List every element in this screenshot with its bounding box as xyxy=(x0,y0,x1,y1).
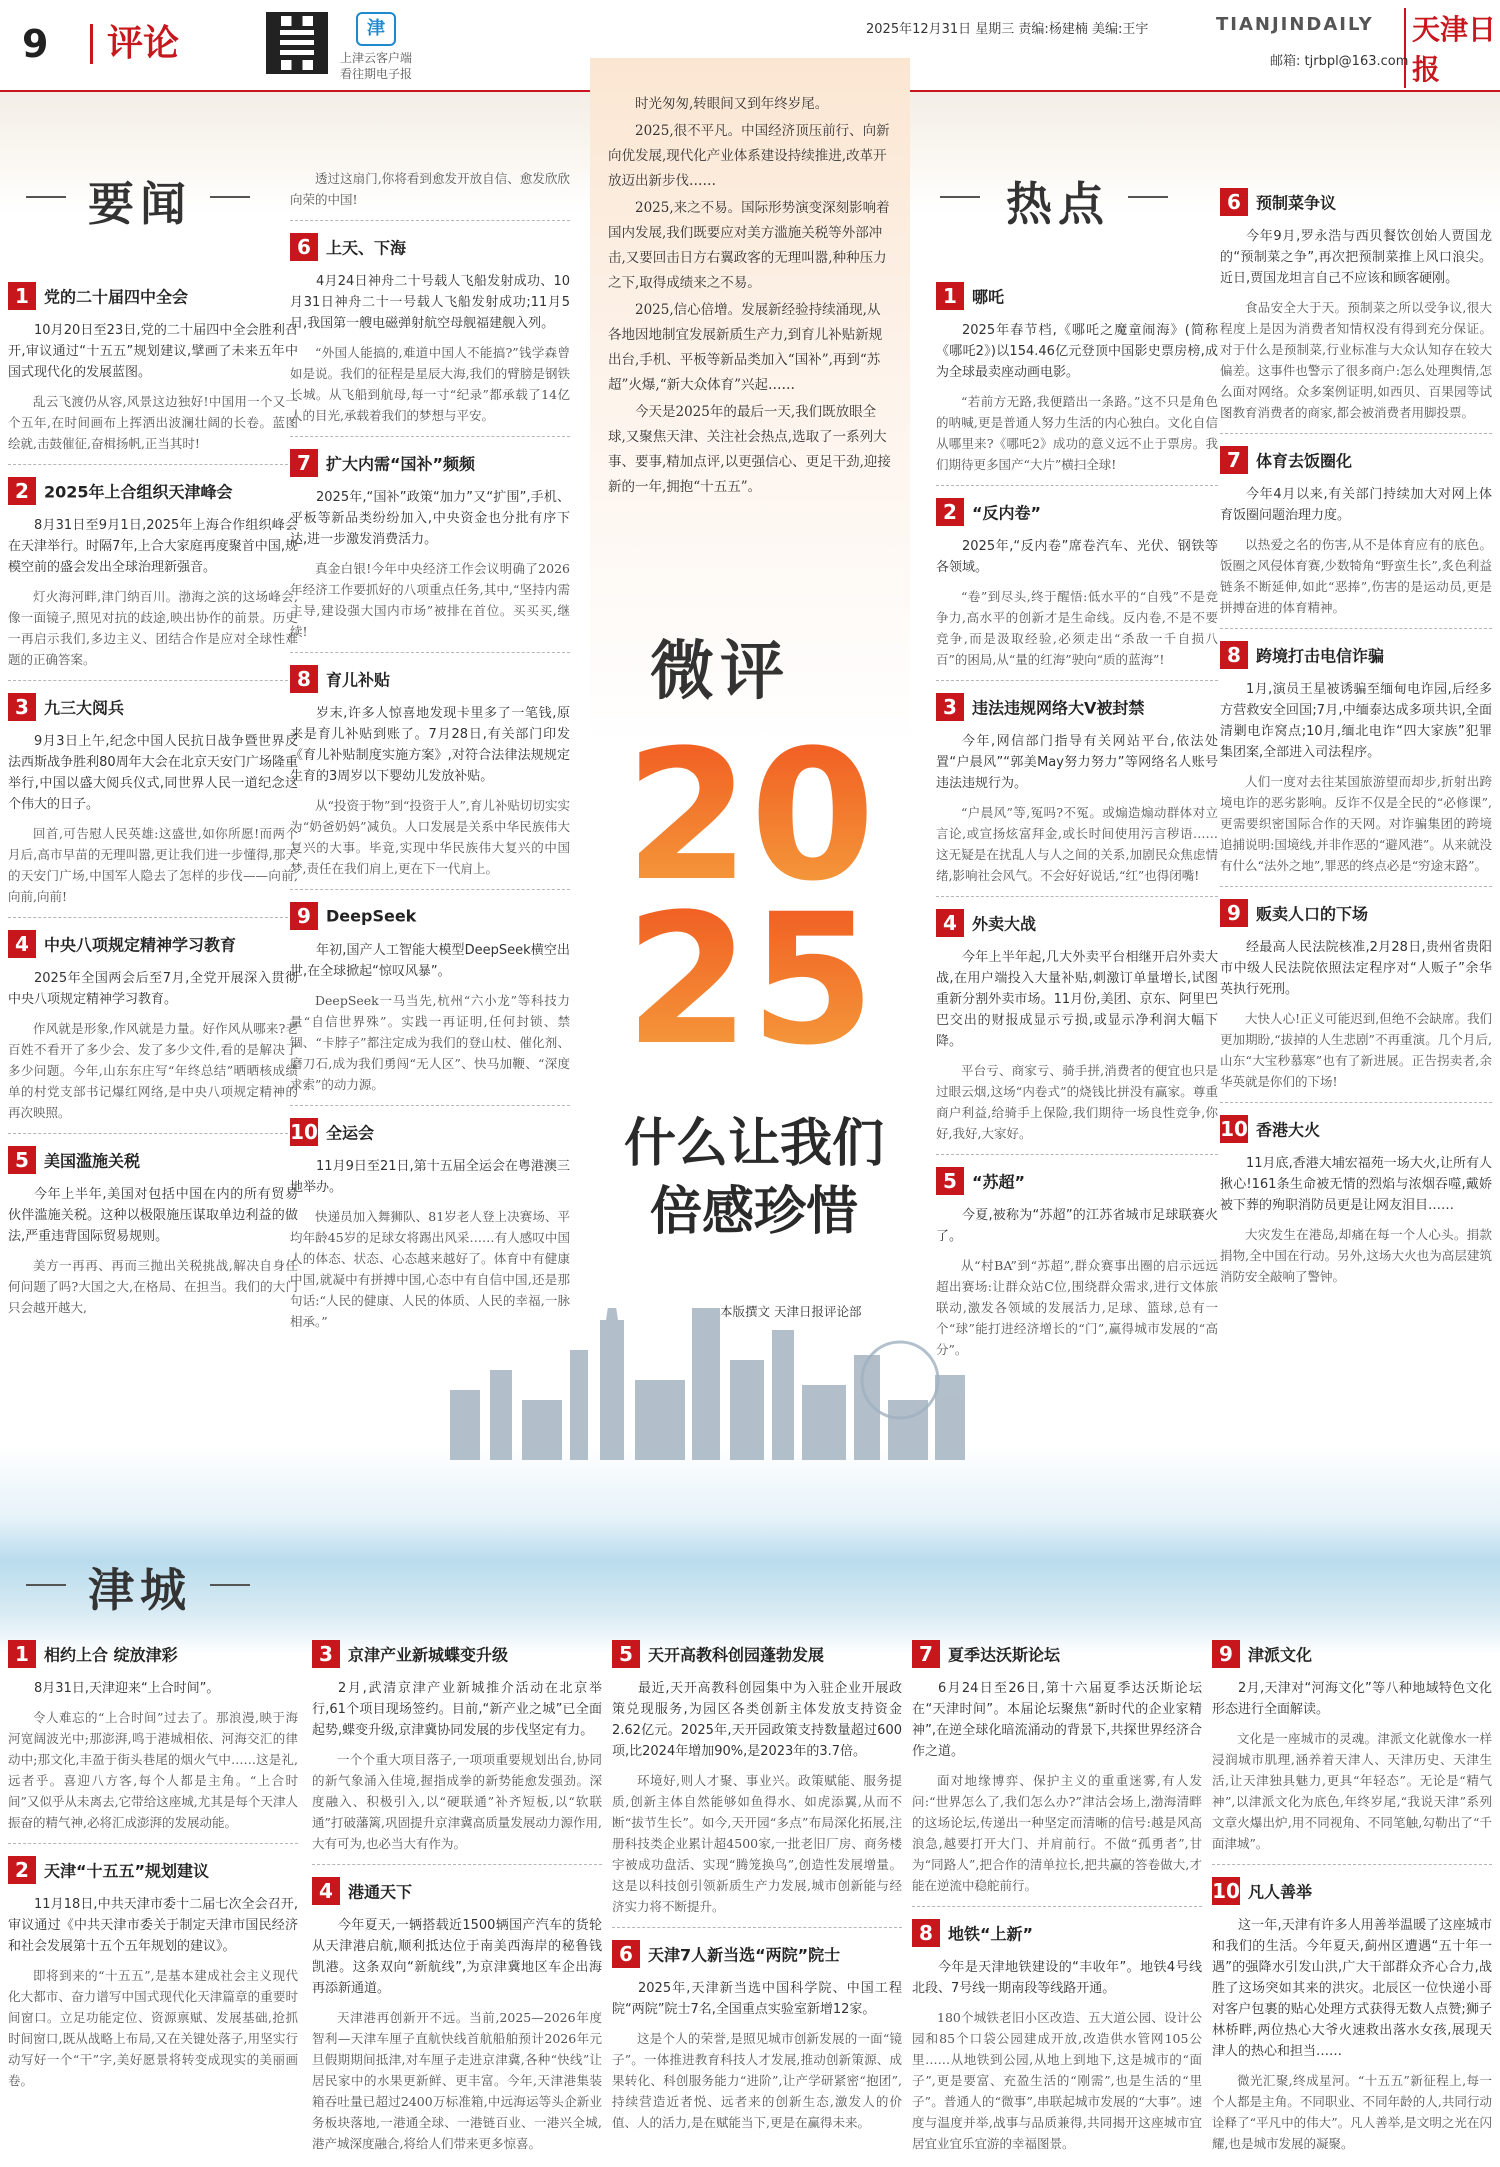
item-fact: 今年9月,罗永浩与西贝餐饮创始人贾国龙的“预制菜之争”,再次把预制菜推上风口浪尖。近日,贾国龙坦言自己不应该和顾客硬刚。 xyxy=(1220,229,1492,286)
item-comment: 平台亏、商家亏、骑手拼,消费者的便宜也只是过眼云烟,这场“内卷式”的烧钱比拼没有赢家。尊重商户利益,给骑手上保险,我们期待一场良性竞争,你好,我好,大家好。 xyxy=(936,1063,1218,1141)
divider xyxy=(290,652,570,653)
item-title: 夏季达沃斯论坛 xyxy=(948,1645,1061,1665)
feature-intro: 时光匆匆,转眼间又到年终岁尾。 2025,很不平凡。中国经济顶压前行、向新向优发展,现代化产业体系建设持续推进,改革开放迈出新步伐…… 2025,来之不易。国际形势演变深刻影响着国内发展,我们既要应对美方滥施关税等外部冲击,又要回击日方右翼政客的无理叫嚣,种种压力之下,取得成绩来之不易。 2025,信心倍增。发展新经验持续涌现,从各地因地制宜发展新质生产力,到育儿补贴新规出台,手机、平板等新品类加入“国补”,再到“苏超”火爆,“新大众体育”兴起…… 今天是2025年的最后一天,我们既放眼全球,又聚焦天津、关注社会热点,选取了一系列大事、要事,精加点评,以更强信心、更足干劲,迎接新的一年,拥抱“十五五”。 xyxy=(608,96,891,495)
page-number: 9 xyxy=(22,22,49,66)
news-item xyxy=(936,282,1218,486)
item-fact: 最近,天开高教科创园集中为入驻企业开展政策兑现服务,为园区各类创新主体发放支持资金2.62亿元。2025年,天开园政策支持数量超过600项,比2024年增加90%,是2023年的3.7倍。 xyxy=(612,1681,902,1759)
item-number-badge: 9 xyxy=(1220,899,1248,927)
item-title: 天津7人新当选“两院”院士 xyxy=(648,1945,841,1965)
year-top: 20 xyxy=(624,720,876,921)
divider xyxy=(312,1864,602,1865)
news-item-header xyxy=(8,1640,298,1670)
divider xyxy=(936,680,1218,681)
item-fact: 4月24日神舟二十号载人飞船发射成功、10月31日神舟二十一号载人飞船发射成功;11月5日,我国第一艘电磁弹射航空母舰福建舰入列。 xyxy=(290,274,570,331)
news-item xyxy=(8,693,298,918)
news-item xyxy=(290,902,570,1106)
news-item-header xyxy=(1220,188,1492,218)
item-fact: 11月9日至21日,第十五届全运会在粤港澳三地举办。 xyxy=(290,1159,570,1195)
news-item xyxy=(1212,1877,1492,2154)
divider xyxy=(290,220,570,221)
brand-en: TIANJINDAILY xyxy=(1216,14,1374,35)
item-fact: 今年4月以来,有关部门持续加大对网上体育饭圈问题治理力度。 xyxy=(1220,487,1492,523)
item-number-badge: 1 xyxy=(8,1640,36,1668)
item-fact: 今年夏天,一辆搭载近1500辆国产汽车的货轮从天津港启航,顺利抵达位于南美西海岸的秘鲁钱凯港。这条双向“新航线”,为京津冀地区车企出海再添新通道。 xyxy=(312,1918,602,1996)
news-item-header xyxy=(1220,899,1492,929)
item-title: 地铁“上新” xyxy=(948,1924,1034,1944)
news-item-header xyxy=(8,477,298,507)
item-fact: 今年上半年,美国对包括中国在内的所有贸易伙伴滥施关税。这种以极限施压谋取单边利益的做法,严重违背国际贸易规则。 xyxy=(8,1187,298,1244)
item-number-badge: 7 xyxy=(1220,446,1248,474)
news-item-header xyxy=(290,665,570,695)
news-item xyxy=(290,233,570,437)
byline: 本版撰文 天津日报评论部 xyxy=(720,1304,862,1319)
news-item-header xyxy=(8,1146,298,1176)
item-title: 跨境打击电信诈骗 xyxy=(1256,646,1385,666)
item-fact: 2025年,天津新当选中国科学院、中国工程院“两院”院士7名,全国重点实验室新增12家。 xyxy=(612,1981,902,2017)
item-number-badge: 10 xyxy=(290,1120,318,1144)
item-title: 哪吒 xyxy=(972,287,1005,307)
divider xyxy=(8,917,298,918)
news-item-header xyxy=(312,1640,602,1670)
item-comment: DeepSeek一马当先,杭州“六小龙”等科技力量“自信世界殊”。实践一再证明,任何封锁、禁锢、“卡脖子”都注定成为我们的登山杖、催化剂、磨刀石,成为我们勇闯“无人区”、快马加鞭、“深度求索”的动力源。 xyxy=(290,993,570,1092)
item-title: 港通天下 xyxy=(348,1882,413,1902)
item-comment: 作风就是形象,作风就是力量。好作风从哪来?老百姓不看开了多少会、发了多少文件,看的是解决了多少问题。今年,山东东庄写“年终总结”晒晒核成绩单的村党支部书记爆红网络,是中央八项规定精神的再次映照。 xyxy=(8,1021,298,1120)
news-item-header xyxy=(312,1877,602,1907)
item-number-badge: 2 xyxy=(8,1856,36,1884)
divider xyxy=(290,1105,570,1106)
item-number-badge: 8 xyxy=(1220,641,1248,669)
item-fact: 2月,武清京津产业新城推介活动在北京举行,61个项目现场签约。目前,“新产业之城”已全面起势,蝶变升级,京津冀协同发展的步伐坚定有力。 xyxy=(312,1681,602,1738)
app-caption: 上津云客户端 看往期电子报 xyxy=(340,51,413,81)
news-item-header xyxy=(8,930,298,960)
news-item xyxy=(912,1640,1202,1907)
qr-code-icon[interactable] xyxy=(266,12,328,74)
item-comment: 大灾发生在港岛,却痛在每一个人心头。捐款捐物,全中国在行动。另外,这场大火也为高层建筑消防安全敲响了警钟。 xyxy=(1220,1227,1492,1284)
news-item-header xyxy=(290,902,570,932)
item-fact: 2025年,“反内卷”席卷汽车、光伏、钢铁等各领域。 xyxy=(936,539,1218,575)
item-comment: 令人难忘的“上合时间”过去了。那浪漫,映于海河宽阔波光中;那澎湃,鸣于港城相依、河海交汇的律动中;那文化,丰盈于街头巷尾的烟火气中……这是礼,远者乎。喜迎八方客,每个人都是主角。“上合时间”又似乎从未离去,它带给这座城,尤其是每个天津人振奋的精气神,必将汇成澎湃的发展动能。 xyxy=(8,1710,298,1830)
news-item xyxy=(936,498,1218,681)
item-fact: 经最高人民法院核准,2月28日,贵州省贵阳市中级人民法院依照法定程序对“人贩子”余华英执行死刑。 xyxy=(1220,940,1492,997)
item-number-badge: 5 xyxy=(936,1167,964,1195)
item-title: 中央八项规定精神学习教育 xyxy=(44,935,237,955)
news-item xyxy=(612,1940,902,2133)
item-comment: 真金白银!今年中央经济工作会议明确了2026年经济工作要抓好的八项重点任务,其中,“坚持内需主导,建设强大国内市场”被排在首位。买买买,继续! xyxy=(290,561,570,639)
section-title-yaowen: 要闻 xyxy=(88,177,192,231)
column-redian-2 xyxy=(1220,188,1492,1448)
item-comment: 回首,可告慰人民英雄:这盛世,如你所愿!而两个月后,高市早苗的无理叫嚣,更让我们进一步懂得,那天的天安门广场,中国军人隐去了怎样的步伐——向前,向前,向前! xyxy=(8,826,298,904)
item-comment: “外国人能搞的,难道中国人不能搞?”钱学森曾如是说。我们的征程是星辰大海,我们的臂膀是钢铁长城。从飞船到航母,每一寸“纪录”都承载了14亿人的目光,承载着我们的梦想与平安。 xyxy=(290,345,570,423)
news-item-header xyxy=(1212,1640,1492,1670)
news-item xyxy=(936,909,1218,1155)
news-item-header xyxy=(8,282,298,312)
column-jincheng-4 xyxy=(912,1640,1202,2160)
news-item-header xyxy=(936,1167,1218,1197)
news-item xyxy=(612,1640,902,1928)
news-item-header xyxy=(936,909,1218,939)
divider xyxy=(1220,433,1492,434)
item-comment: 食品安全大于天。预制菜之所以受争议,很大程度上是因为消费者知情权没有得到充分保证。对于什么是预制菜,行业标准与大众认知存在较大偏差。这事件也警示了很多商户:怎么处理舆情,怎么面对网络。众多案例证明,如西贝、百果园等试图教育消费者的商家,都会被消费者用脚投票。 xyxy=(1220,300,1492,420)
item-comment: 一个个重大项目落子,一项项重要规划出台,协同的新气象涌入佳境,握指成拳的新势能愈发强劲。深度融入、积极引入,以“硬联通”补齐短板,以“软联通”打破藩篱,巩固提升京津冀高质量发展动力源作用,大有可为,也必当大有作为。 xyxy=(312,1752,602,1851)
news-item xyxy=(936,693,1218,897)
news-item-header xyxy=(1220,1115,1492,1145)
item-comment: 美方一再再、再而三抛出关税挑战,解决自身任何问题了吗?大国之大,在格局、在担当。我们的大门只会越开越大, xyxy=(8,1258,298,1315)
news-item-header xyxy=(1220,641,1492,671)
news-item xyxy=(1220,899,1492,1103)
item-comment: 天津港再创新开不远。当前,2025—2026年度智利—天津车厘子直航快线首航船舶预计2026年元旦假期期间抵津,对车厘子走进京津冀,各种“快线”让居民家中的水果更新鲜、更丰富。今年,天津港集装箱吞吐量已超过2400万标准箱,中远海运等头企新业务板块落地,一港通全球、一港链百业、一港兴全城,港产城深度融合,将给人们带来更多惊喜。 xyxy=(312,2010,602,2151)
item-fact: 今夏,被称为“苏超”的江苏省城市足球联赛火了。 xyxy=(936,1208,1218,1244)
item-comment: 180个城铁老旧小区改造、五大道公园、设计公园和85个口袋公园建成开放,改造供水管网105公里……从地铁到公园,从地上到地下,这是城市的“面子”,更是要富、充盈生活的“刚需”,也是生活的“里子”。普通人的“微事”,串联起城市发展的“大事”。速度与温度并举,战事与品质兼得,共同揭开这座城市宜居宜业宜乐宜游的幸福图景。 xyxy=(912,2010,1202,2151)
item-comment: “卷”到尽头,终于醒悟:低水平的“自残”不是竞争力,高水平的创新才是生命线。反内卷,不是不要竞争,而是汲取经验,必须走出“杀敌一千自损八百”的困局,从“量的红海”驶向“质的蓝海”! xyxy=(936,589,1218,667)
feature-question: 什么让我们 倍感珍惜 xyxy=(623,1113,884,1242)
title-line xyxy=(26,196,66,198)
item-title: 凡人善举 xyxy=(1248,1882,1313,1902)
news-item-header xyxy=(612,1640,902,1670)
news-item xyxy=(290,665,570,890)
item-fact: 2025年,“国补”政策“加力”又“扩围”,手机、平板等新品类纷纷加入,中央资金也分批有序下达,进一步激发消费活力。 xyxy=(290,490,570,547)
news-item xyxy=(1220,188,1492,434)
item-comment: 从“投资于物”到“投资于人”,育儿补贴切切实实为“奶爸奶妈”减负。人口发展是关系中华民族伟大复兴的大事。毕竟,实现中华民族伟大复兴的中国梦,责任在我们肩上,更在下一代肩上。 xyxy=(290,798,570,876)
item-title: 天开高教科创园蓬勃发展 xyxy=(648,1645,825,1665)
column-jincheng-1 xyxy=(8,1640,298,2160)
section-name: 评论 xyxy=(90,24,179,64)
divider xyxy=(290,889,570,890)
news-item-header xyxy=(912,1919,1202,1949)
divider xyxy=(290,436,570,437)
divider xyxy=(1212,1864,1492,1865)
item-fact: 9月3日上午,纪念中国人民抗日战争暨世界反法西斯战争胜利80周年大会在北京天安门广场隆重举行,中国以盛大阅兵仪式,同世界人民一道纪念这个伟大的日子。 xyxy=(8,734,298,812)
divider xyxy=(8,1843,298,1844)
news-item xyxy=(290,160,570,221)
item-title: 相约上合 绽放津彩 xyxy=(44,1645,178,1665)
item-number-badge: 2 xyxy=(936,498,964,526)
column-jincheng-2 xyxy=(312,1640,602,2160)
column-yaowen xyxy=(8,282,298,1422)
item-number-badge: 10 xyxy=(1212,1879,1240,1903)
news-item-header xyxy=(936,693,1218,723)
column-jincheng-3 xyxy=(612,1640,902,2160)
item-number-badge: 8 xyxy=(912,1919,940,1947)
item-title: 违法违规网络大V被封禁 xyxy=(972,698,1145,718)
item-number-badge: 3 xyxy=(936,693,964,721)
title-line xyxy=(940,196,980,198)
item-title: 体育去饭圈化 xyxy=(1256,451,1353,471)
news-item-header xyxy=(612,1940,902,1970)
column-redian-1 xyxy=(936,282,1218,1442)
item-comment: 快递员加入舞狮队、81岁老人登上决赛场、平均年龄45岁的足球女将踢出风采……有人感叹中国人的体态、状态、心态越来越好了。体育中有健康中国,就凝中有拼搏中国,心态中有自信中国,还是那句话:“人民的健康、人民的体质、人民的幸福,一脉相承。” xyxy=(290,1209,570,1329)
item-comment: 透过这扇门,你将看到愈发开放自信、愈发欣欣向荣的中国! xyxy=(290,171,570,207)
item-title: 上天、下海 xyxy=(326,238,407,258)
item-comment: 文化是一座城市的灵魂。津派文化就像水一样浸润城市肌理,涵养着天津人、天津历史、天津生活,让天津独具魅力,更具“年轻态”。无论是“精气神”,以津派文化为底色,年终岁尾,“我说天津”系列文章火爆出炉,用不同视角、不同笔触,勾勒出了“千面津城”。 xyxy=(1212,1731,1492,1851)
item-number-badge: 9 xyxy=(1212,1640,1240,1668)
item-title: 扩大内需“国补”频频 xyxy=(326,454,476,474)
item-title: DeepSeek xyxy=(326,906,417,926)
year-bottom: 25 xyxy=(624,876,876,1060)
item-comment: 环境好,则人才聚、事业兴。政策赋能、服务提质,创新主体自然能够如鱼得水、如虎添翼,从而不断“拔节生长”。如今,天开园“多点”布局深化拓展,注册科技类企业累计超4500家,一批老旧厂房、商务楼宇被成功盘活、实现“腾笼换鸟”,创造性发展增量。这是以科技创引领新质生产力发展,城市创新能与经济实力将不断提升。 xyxy=(612,1773,902,1914)
item-number-badge: 7 xyxy=(290,449,318,477)
news-item xyxy=(312,1640,602,1865)
news-item xyxy=(8,1856,298,2091)
item-comment: 灯火海河畔,津门纳百川。渤海之滨的这场峰会,像一面镜子,照见对抗的歧途,映出协作的前景。历史一再启示我们,多边主义、团结合作是应对全球性难题的正确答案。 xyxy=(8,589,298,667)
item-fact: 岁末,许多人惊喜地发现卡里多了一笔钱,原来是育儿补贴到账了。7月28日,有关部门印发《育儿补贴制度实施方案》,对符合法律法规规定生育的3周岁以下婴幼儿发放补贴。 xyxy=(290,706,570,784)
item-number-badge: 6 xyxy=(1220,188,1248,216)
news-item xyxy=(290,449,570,653)
divider xyxy=(936,485,1218,486)
item-fact: 11月18日,中共天津市委十二届七次全会召开,审议通过《中共天津市委关于制定天津市国民经济和社会发展第十五个五年规划的建议》。 xyxy=(8,1897,298,1954)
title-line xyxy=(210,1584,250,1586)
item-number-badge: 10 xyxy=(1220,1117,1248,1141)
item-comment: 大快人心!正义可能迟到,但绝不会缺席。我们更加期盼,“拔掉的人生悲剧”不再重演。几个月后,山东“大宝秒慕寒”也有了新进展。正告拐卖者,余华英就是你们的下场! xyxy=(1220,1011,1492,1089)
item-fact: 今年是天津地铁建设的“丰收年”。地铁4号线北段、7号线一期南段等线路开通。 xyxy=(912,1960,1202,1996)
news-item xyxy=(1220,1115,1492,1287)
news-item xyxy=(8,1640,298,1844)
feature-weiping: 微评 xyxy=(650,634,790,709)
divider xyxy=(912,1906,1202,1907)
item-title: 京津产业新城蝶变升级 xyxy=(348,1645,509,1665)
divider xyxy=(8,1133,298,1134)
section-title-jincheng: 津城 xyxy=(88,1563,192,1617)
item-comment: 以热爱之名的伤害,从不是体育应有的底色。饭圈之风侵体育赛,少数犄角“野蛮生长”,炙色利益链条不断延伸,如此“恶捧”,伤害的是运动员,更是拼搏奋进的体育精神。 xyxy=(1220,537,1492,615)
news-item xyxy=(290,1118,570,1332)
item-title: 九三大阅兵 xyxy=(44,698,125,718)
divider xyxy=(612,1927,902,1928)
title-line xyxy=(1128,196,1168,198)
item-title: “苏超” xyxy=(972,1172,1026,1192)
item-title: 预制菜争议 xyxy=(1256,193,1337,213)
column-jincheng-5 xyxy=(1212,1640,1492,2160)
item-title: 全运会 xyxy=(326,1123,375,1143)
news-item xyxy=(1212,1640,1492,1865)
item-number-badge: 1 xyxy=(8,282,36,310)
item-title: 天津“十五五”规划建议 xyxy=(44,1861,210,1881)
item-number-badge: 4 xyxy=(936,909,964,937)
item-comment: “若前方无路,我便踏出一条路。”这不只是角色的呐喊,更是普通人努力生活的内心独白。文化自信从哪里来?《哪吒2》成功的意义远不止于票房。我们期待更多国产“大片”横扫全球! xyxy=(936,394,1218,472)
item-comment: 即将到来的“十五五”,是基本建成社会主义现代化大都市、奋力谱写中国式现代化天津篇章的重要时间窗口。立足功能定位、资源禀赋、发展基础,抢抓时间窗口,既从战略上布局,又在关键处落子,用坚实行动写好一个“干”字,美好愿景将转变成现实的美丽画卷。 xyxy=(8,1968,298,2088)
divider xyxy=(936,896,1218,897)
feature-year-graphic xyxy=(580,720,920,1060)
item-title: 津派文化 xyxy=(1248,1645,1313,1665)
news-item xyxy=(936,1167,1218,1360)
item-fact: 年初,国产人工智能大模型DeepSeek横空出世,在全球掀起“惊叹风暴”。 xyxy=(290,943,570,979)
item-comment: 乱云飞渡仍从容,风景这边独好!中国用一个又一个五年,在时间画布上挥洒出波澜壮阔的长卷。蓝图绘就,击鼓催征,奋楫扬帆,正当其时! xyxy=(8,394,298,451)
news-item-header xyxy=(1212,1877,1492,1907)
news-item xyxy=(1220,641,1492,887)
item-number-badge: 3 xyxy=(312,1640,340,1668)
item-number-badge: 8 xyxy=(290,665,318,693)
news-item xyxy=(912,1919,1202,2154)
news-item xyxy=(8,282,298,465)
news-item-header xyxy=(290,1118,570,1148)
item-number-badge: 3 xyxy=(8,693,36,721)
item-fact: 8月31日至9月1日,2025年上海合作组织峰会在天津举行。时隔7年,上合大家庭再度聚首中国,规模空前的盛会发出全球治理新强音。 xyxy=(8,518,298,575)
item-number-badge: 4 xyxy=(8,930,36,958)
item-comment: 微光汇聚,终成星河。“十五五”新征程上,每一个人都是主角。不同职业、不同年龄的人,共同行动诠释了“平凡中的伟大”。凡人善举,是文明之光在闪耀,也是城市发展的凝聚。 xyxy=(1212,2073,1492,2151)
news-item xyxy=(8,1146,298,1318)
item-fact: 8月31日,天津迎来“上合时间”。 xyxy=(34,1681,220,1696)
item-fact: 2025年全国两会后至7月,全党开展深入贯彻中央八项规定精神学习教育。 xyxy=(8,971,298,1007)
item-number-badge: 6 xyxy=(290,233,318,261)
issue-info: 2025年12月31日 星期三 责编:杨建楠 美编:王宇 xyxy=(866,22,1149,37)
item-title: 美国滥施关税 xyxy=(44,1151,141,1171)
item-fact: 今年,网信部门指导有关网站平台,依法处置“户晨风”“郭美May努力努力”等网络名人账号违法违规行为。 xyxy=(936,734,1218,791)
item-fact: 2025年春节档,《哪吒之魔童闹海》(简称《哪吒2》)以154.46亿元登顶中国影史票房榜,成为全球最卖座动画电影。 xyxy=(936,323,1218,380)
app-logo-icon: 津 xyxy=(356,12,396,46)
item-comment: 从“村BA”到“苏超”,群众赛事出圈的启示远远超出赛场:让群众站C位,围绕群众需求,进行文体旅联动,激发各领域的发展活力,足球、篮球,总有一个“球”能打进经济增长的“门”,赢得城市发展的“高分”。 xyxy=(936,1258,1218,1357)
item-title: 育儿补贴 xyxy=(326,670,391,690)
item-comment: 人们一度对去往某国旅游望而却步,折射出跨境电诈的恶劣影响。反诈不仅是全民的“必修课”,更需要织密国际合作的天网。对诈骗集团的跨境追捕说明:国境线,并非作恶的“避风港”。从来就没有什么“法外之地”,罪恶的终点必是“穷途末路”。 xyxy=(1220,774,1492,873)
item-fact: 今年上半年起,几大外卖平台相继开启外卖大战,在用户端投入大量补贴,刺激订单量增长,试图重新分割外卖市场。11月份,美团、京东、阿里巴巴交出的财报成显示亏损,或显示净利润大幅下降。 xyxy=(936,950,1218,1049)
item-number-badge: 5 xyxy=(612,1640,640,1668)
item-number-badge: 1 xyxy=(936,282,964,310)
news-item-header xyxy=(8,693,298,723)
news-item-header xyxy=(8,1856,298,1886)
title-line xyxy=(26,1584,66,1586)
item-title: 香港大火 xyxy=(1256,1120,1321,1140)
news-item-header xyxy=(936,498,1218,528)
brand-cn: 天津日报 xyxy=(1404,8,1500,88)
item-fact: 2月,天津对“河海文化”等八种地域特色文化形态进行全面解读。 xyxy=(1212,1681,1492,1717)
item-title: 外卖大战 xyxy=(972,914,1037,934)
item-comment: 这是个人的荣誉,是照见城市创新发展的一面“镜子”。一体推进教育科技人才发展,推动创新策源、成果转化、科创服务能力“进阶”,让产学研紧密“抱团”,持续营造近者悦、远者来的创新生态,激发人的价值、人的活力,是在赋能当下,更是在赢得未来。 xyxy=(612,2031,902,2130)
news-item-header xyxy=(912,1640,1202,1670)
item-comment: “户晨风”等,冤吗?不冤。或煽造煽动群体对立言论,或宣扬炫富拜金,或长时间使用污言秽语……这无疑是在扰乱人与人之间的关系,加剧民众焦虑情绪,影响社会风气。不会好好说话,“红”也得闭嘴! xyxy=(936,805,1218,883)
item-number-badge: 7 xyxy=(912,1640,940,1668)
news-item-header xyxy=(290,233,570,263)
news-item-header xyxy=(936,282,1218,312)
item-fact: 1月,演员王星被诱骗至缅甸电诈园,后经多方营救安全回国;7月,中缅泰达成多项共识,全面清剿电诈窝点;10月,缅北电诈“四大家族”犯罪集团案,全部进入司法程序。 xyxy=(1220,682,1492,760)
item-number-badge: 5 xyxy=(8,1146,36,1174)
column-yaowen-2 xyxy=(290,160,570,1420)
item-title: 2025年上合组织天津峰会 xyxy=(44,482,233,502)
divider xyxy=(936,1154,1218,1155)
divider xyxy=(1220,886,1492,887)
item-fact: 10月20日至23日,党的二十届四中全会胜利召开,审议通过“十五五”规划建议,擘画了未来五年中国式现代化的发展蓝图。 xyxy=(8,323,298,380)
divider xyxy=(8,680,298,681)
news-item-header xyxy=(290,449,570,479)
sea-band xyxy=(0,1445,1500,1655)
item-fact: 11月底,香港大埔宏福苑一场大火,让所有人揪心!161条生命被无情的烈焰与浓烟吞噬,戴娇被下葬的殉职消防员更是让网友泪目…… xyxy=(1220,1156,1492,1213)
title-line xyxy=(210,196,250,198)
news-item xyxy=(8,477,298,681)
divider xyxy=(8,464,298,465)
item-comment: 面对地缘博弈、保护主义的重重迷雾,有人发问:“世界怎么了,我们怎么办?”津沽会场上,渤海清畔的这场论坛,传递出一种坚定而清晰的信号:越是风高浪急,越要打开大门、并肩前行。不做“孤勇者”,甘为“同路人”,把合作的清单拉长,把共赢的答卷做大,才能在逆流中稳舵前行。 xyxy=(912,1773,1202,1893)
item-number-badge: 4 xyxy=(312,1877,340,1905)
news-item xyxy=(312,1877,602,2154)
divider xyxy=(1220,1102,1492,1103)
email-link[interactable]: 邮箱: tjrbpl@163.com xyxy=(1270,54,1409,69)
news-item xyxy=(1220,446,1492,629)
section-title-redian: 热点 xyxy=(1006,177,1110,231)
news-item-header xyxy=(1220,446,1492,476)
item-number-badge: 9 xyxy=(290,902,318,930)
divider xyxy=(1220,628,1492,629)
item-title: 党的二十届四中全会 xyxy=(44,287,189,307)
item-number-badge: 2 xyxy=(8,477,36,505)
item-fact: 这一年,天津有许多人用善举温暖了这座城市和我们的生活。今年夏天,蓟州区遭遇“五十年一遇”的强降水引发山洪,广大干部群众齐心合力,战胜了这场突如其来的洪灾。北辰区一位快递小哥对客户包裹的贴心处理方式获得无数人点赞;狮子林桥畔,两位热心大爷火速救出落水女孩,展现天津人的热心和担当…… xyxy=(1212,1918,1492,2059)
item-title: 贩卖人口的下场 xyxy=(1256,904,1369,924)
item-title: “反内卷” xyxy=(972,503,1042,523)
news-item xyxy=(8,930,298,1134)
item-number-badge: 6 xyxy=(612,1940,640,1968)
item-fact: 6月24日至26日,第十六届夏季达沃斯论坛在“天津时间”。本届论坛聚焦“新时代的企业家精神”,在逆全球化暗流涌动的背景下,共探世界经济合作之道。 xyxy=(912,1681,1202,1759)
